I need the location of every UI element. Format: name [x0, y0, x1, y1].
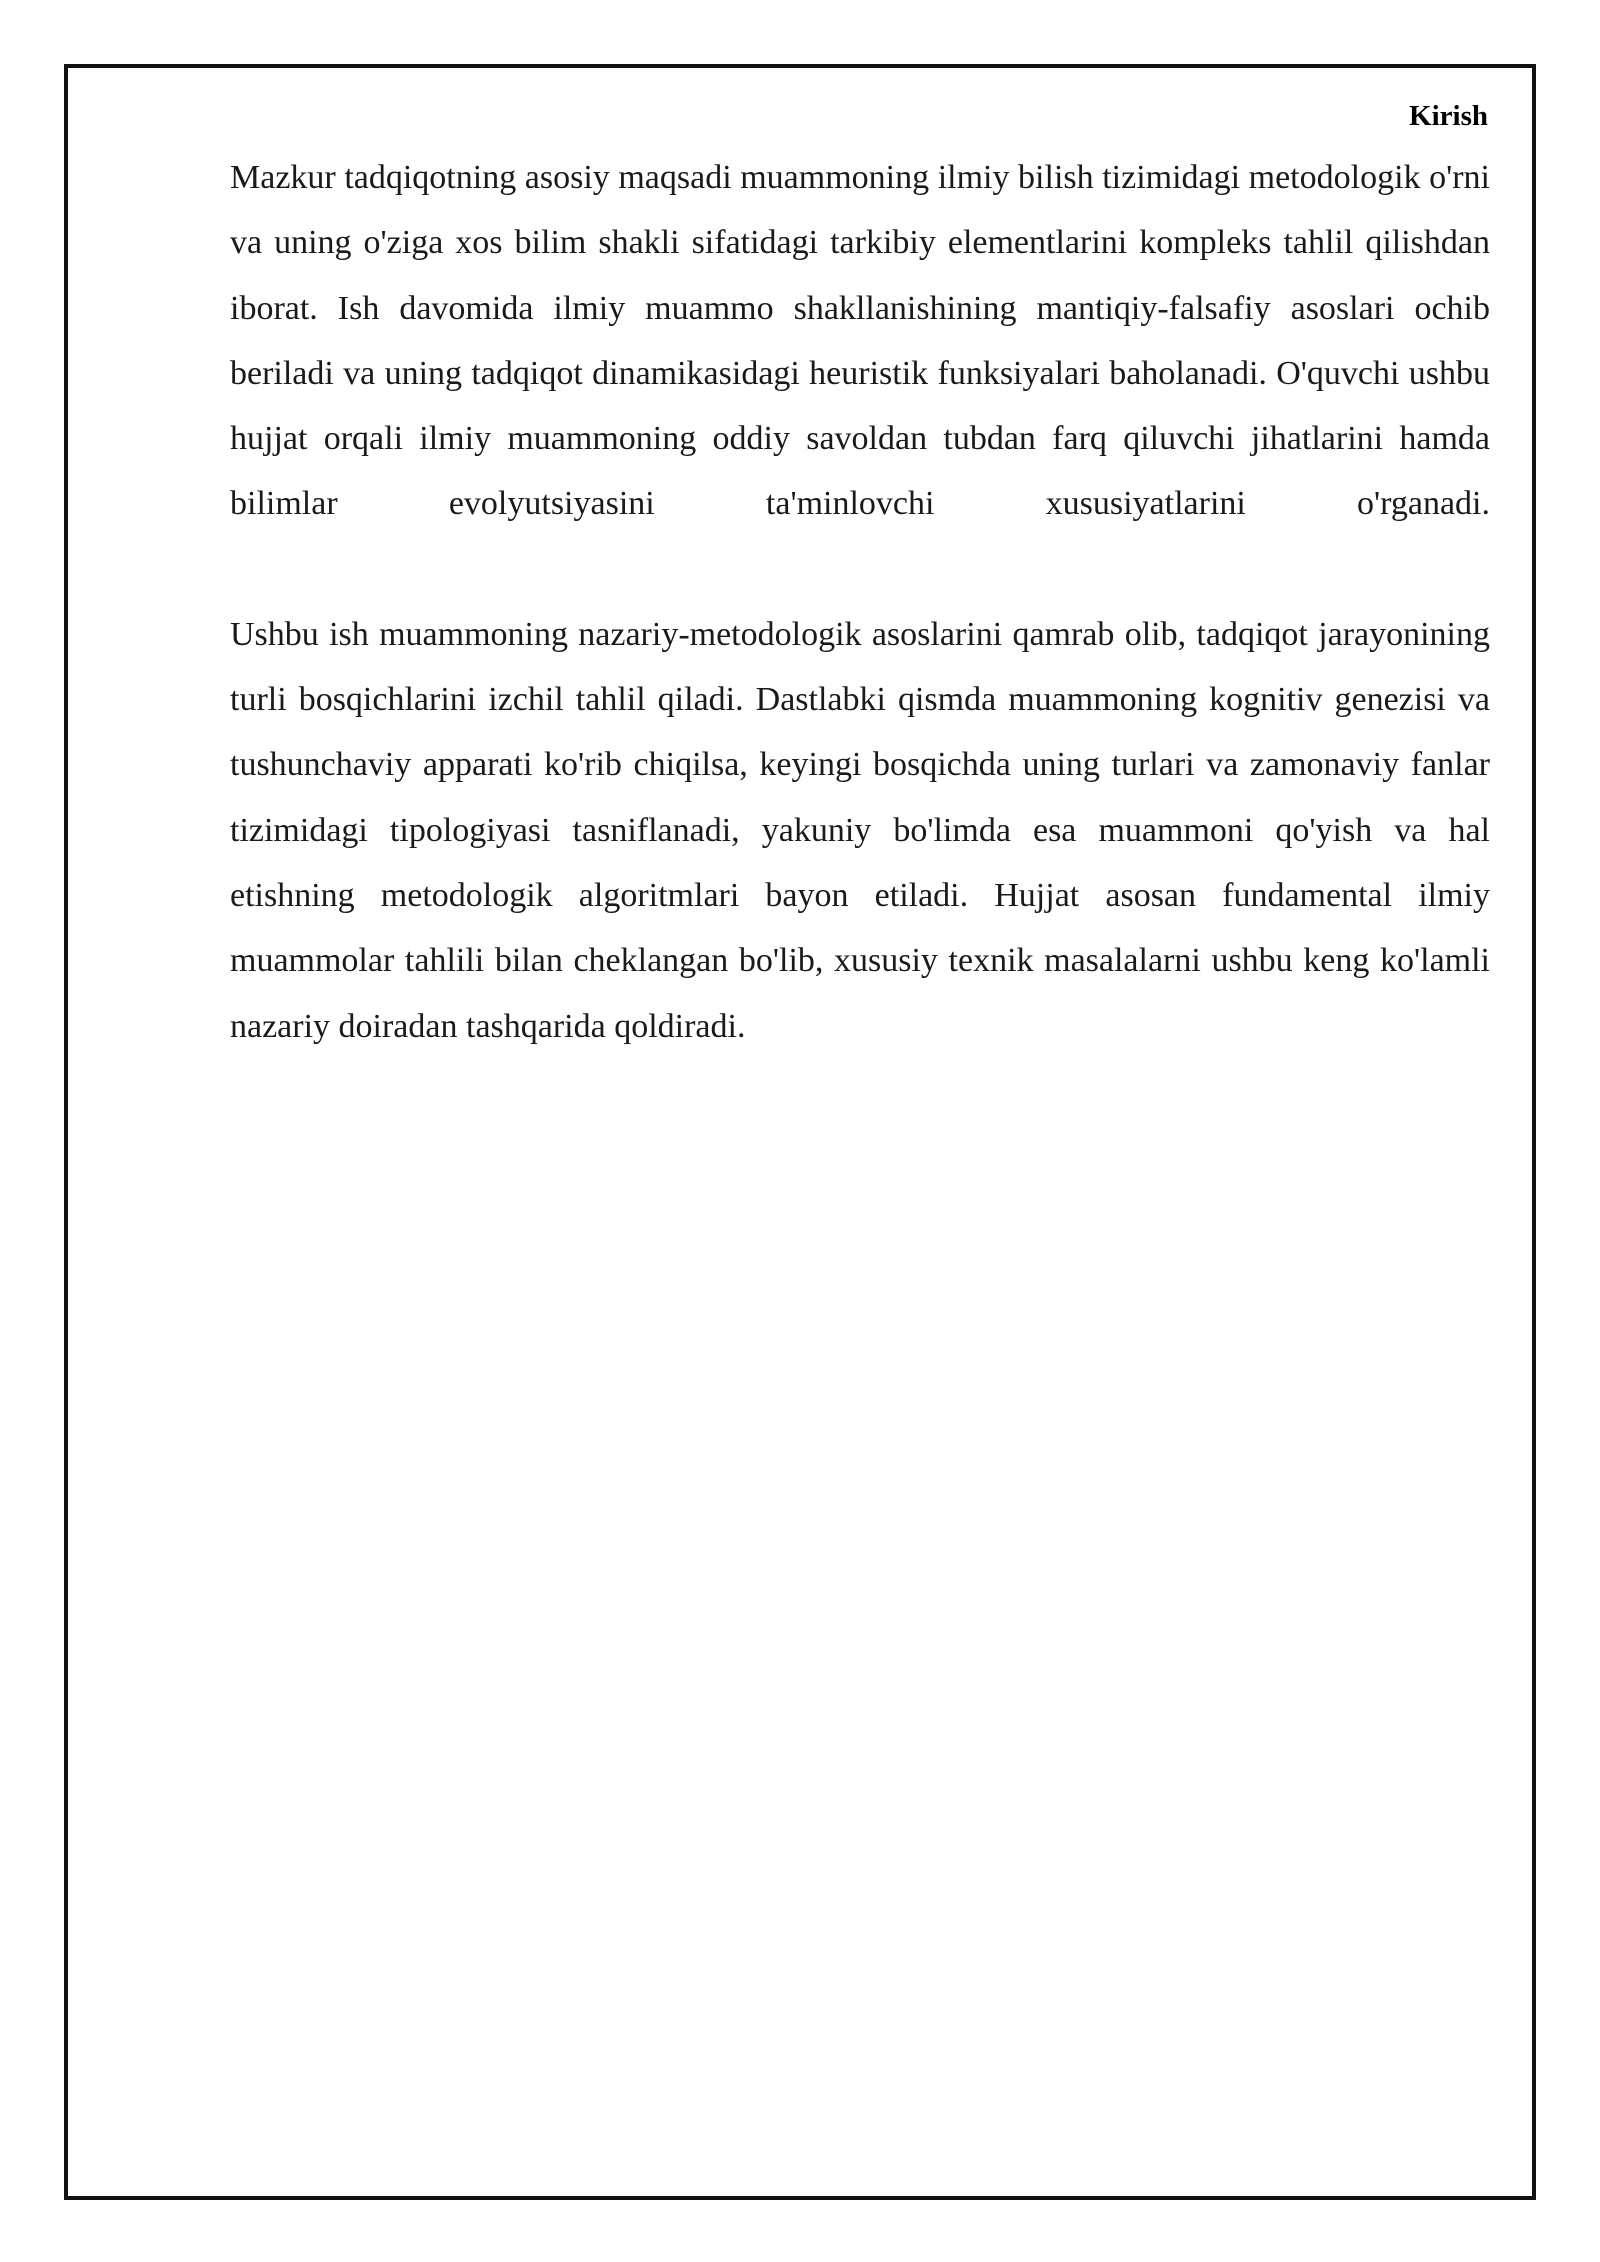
document-body: [230, 145, 1490, 1059]
paragraph-introduction-aim: Mazkur tadqiqotning asosiy maqsadi muammoning ilmiy bilish tizimidagi metodologik o'rni va uning o'ziga xos bilim shakli sifatidagi tarkibiy elementlarini kompleks tahlil qilishdan iborat. Ish davomida ilmiy muammo shakllanishining mantiqiy-falsafiy asoslari ochib beriladi va uning tadqiqot dinamikasidagi heuristik funksiyalari baholanadi. O'quvchi ushbu hujjat orqali ilmiy muammoning oddiy savoldan tubdan farq qiluvchi jihatlarini hamda bilimlar evolyutsiyasini ta'minlovchi xususiyatlarini o'rganadi.: [230, 159, 1490, 523]
section-heading: Kirish: [1409, 100, 1488, 132]
paragraph-introduction-scope: Ushbu ish muammoning nazariy-metodologik asoslarini qamrab olib, tadqiqot jarayonining turli bosqichlarini izchil tahlil qiladi. Dastlabki qismda muammoning kognitiv genezisi va tushunchaviy apparati ko'rib chiqilsa, keyingi bosqichda uning turlari va zamonaviy fanlar tizimidagi tipologiyasi tasniflanadi, yakuniy bo'limda esa muammoni qo'yish va hal etishning metodologik algoritmlari bayon etiladi. Hujjat asosan fundamental ilmiy muammolar tahlili bilan cheklangan bo'lib, xususiy texnik masalalarni ushbu keng ko'lamli nazariy doiradan tashqarida qoldiradi.: [230, 615, 1490, 1045]
